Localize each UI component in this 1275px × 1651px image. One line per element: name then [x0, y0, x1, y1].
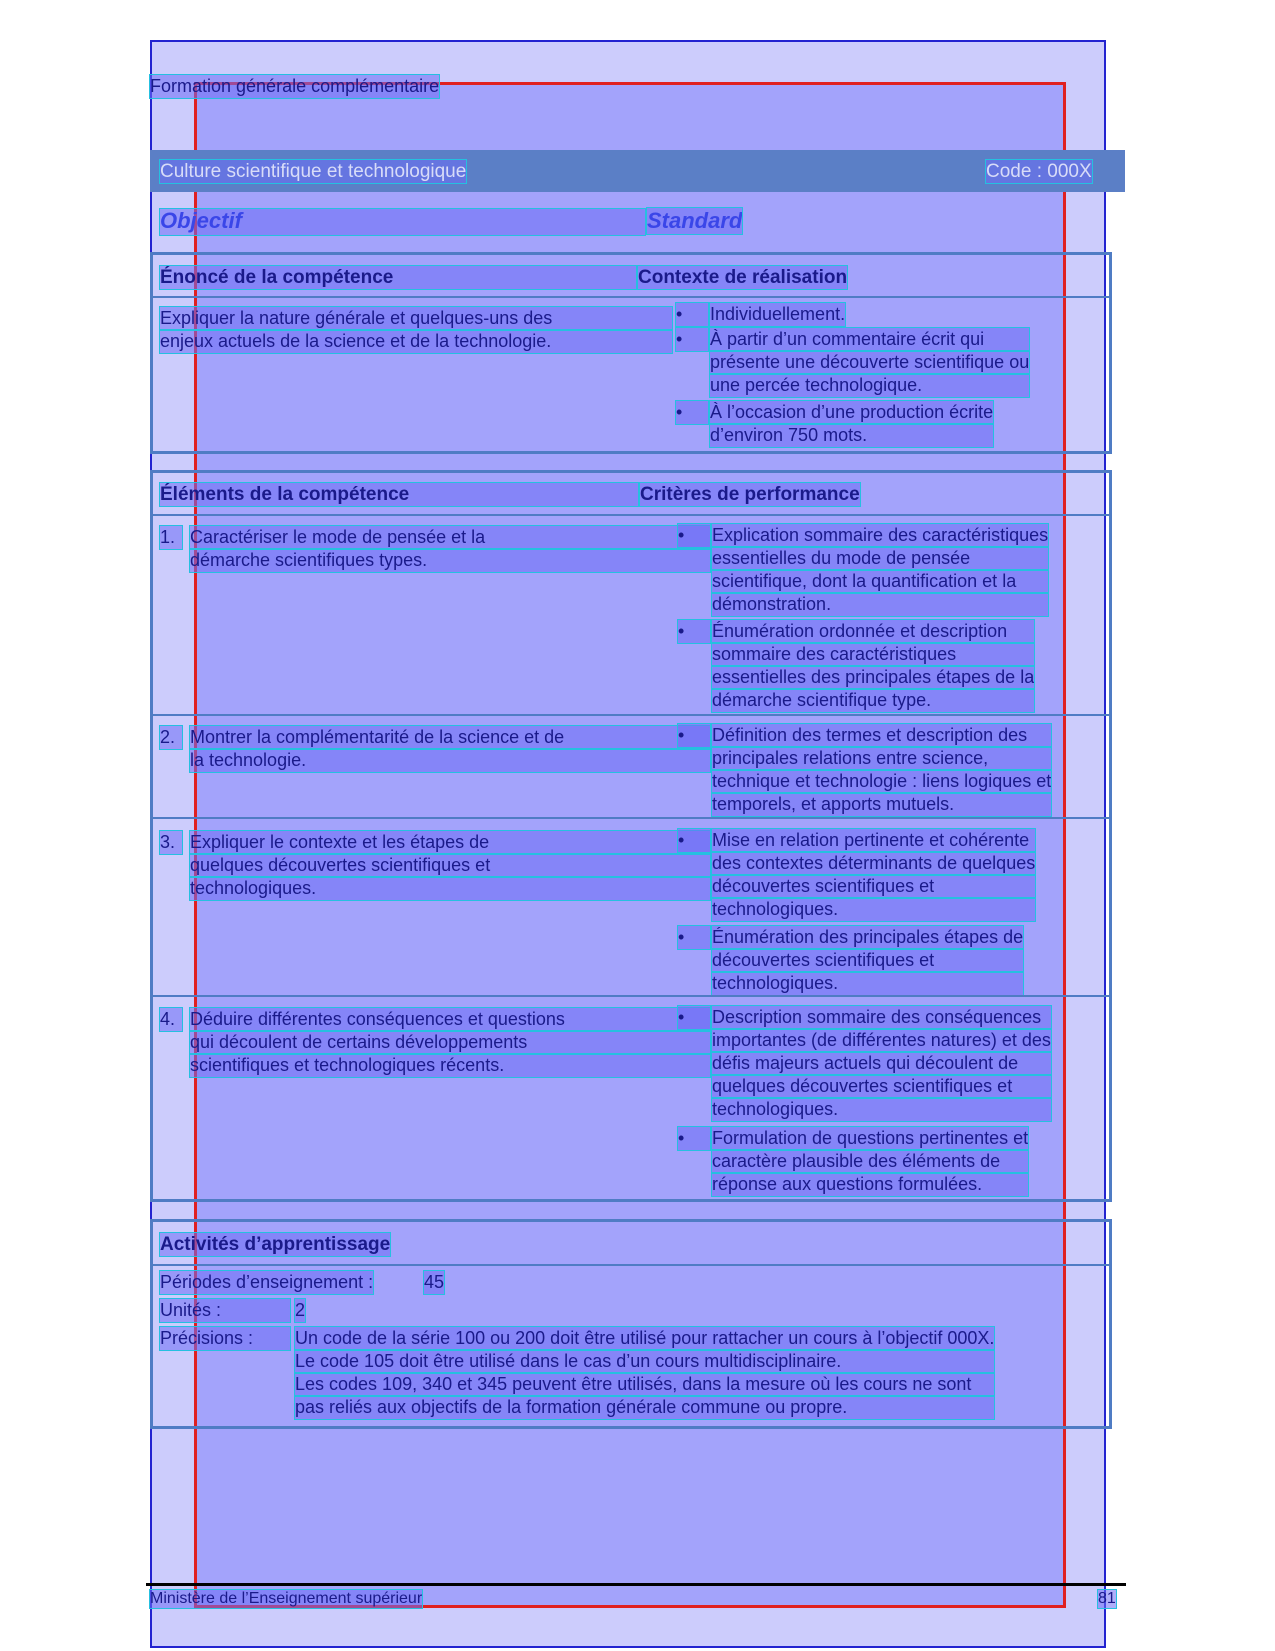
section-label: Formation générale complémentaire [150, 76, 440, 96]
criteria-line: quelques découvertes scientifiques et [712, 1075, 1051, 1098]
bullet-icon: • [678, 620, 710, 643]
criteria-line: sommaire des caractéristiques [712, 643, 1034, 666]
criteria-line: Mise en relation pertinente et cohérente [712, 829, 1035, 852]
element-line: technologiques. [190, 877, 710, 900]
element-line: scientifiques et technologiques récents. [190, 1054, 710, 1077]
element-text [190, 831, 710, 900]
criteres-header: Critères de performance [640, 484, 860, 505]
element-rule [150, 995, 1112, 997]
bullet-icon: • [676, 328, 708, 351]
bullet-icon: • [678, 829, 710, 852]
criteria-line: principales relations entre science, [712, 747, 1051, 770]
criteria-line: technologiques. [712, 898, 1035, 921]
criteria-line: temporels, et apports mutuels. [712, 793, 1051, 816]
criteria-line: technologiques. [712, 1098, 1051, 1121]
criteria-line: démarche scientifique type. [712, 689, 1034, 712]
precision-line: Le code 105 doit être utilisé dans le cas d’un cours multidisciplinaire. [295, 1350, 994, 1373]
element-line: Caractériser le mode de pensée et la [190, 526, 710, 549]
element-number: 2. [160, 726, 182, 749]
criteria-line: Description sommaire des conséquences [712, 1006, 1051, 1029]
unites-value: 2 [295, 1300, 306, 1320]
course-code: Code : 000X [986, 161, 1092, 182]
element-number: 1. [160, 526, 182, 549]
element-number: 3. [160, 831, 182, 854]
element-line: Déduire différentes conséquences et questions [190, 1008, 710, 1031]
element-line: la technologie. [190, 749, 710, 772]
element-line: Expliquer le contexte et les étapes de [190, 831, 710, 854]
bullet-icon: • [678, 524, 710, 547]
objectif-label: Objectif [160, 208, 242, 233]
criteria-line: des contextes déterminants de quelques [712, 853, 1036, 873]
element-text [190, 726, 710, 772]
bullet-icon: • [678, 724, 710, 747]
elements-header: Éléments de la compétence [160, 483, 638, 506]
contexte-line: présente une découverte scientifique ou [710, 352, 1030, 372]
course-title: Culture scientifique et technologique [160, 161, 467, 182]
bullet-icon: • [678, 1127, 710, 1150]
page-number: 81 [1098, 1590, 1116, 1607]
element-line: quelques découvertes scientifiques et [190, 854, 710, 877]
bullet-icon: • [678, 1006, 710, 1029]
contexte-header: Contexte de réalisation [638, 267, 848, 288]
element-number: 4. [160, 1008, 182, 1031]
enonce-header: Énoncé de la compétence [160, 266, 636, 289]
activites-header: Activités d’apprentissage [160, 1234, 391, 1255]
precision-line: Un code de la série 100 ou 200 doit être utilisé pour rattacher un cours à l’objectif 000X. [295, 1328, 995, 1348]
criteria-line: Définition des termes et description des [712, 724, 1051, 747]
criteria-line: réponse aux questions formulées. [712, 1173, 1028, 1196]
criteria-line: essentielles des principales étapes de la [712, 667, 1035, 687]
enonce-text [160, 307, 672, 353]
element-line: Montrer la complémentarité de la science et de [190, 726, 710, 749]
criteria-line: technique et technologie : liens logiques et [712, 771, 1052, 791]
enonce-rule [150, 296, 1112, 298]
element-line: qui découlent de certains développements [190, 1031, 710, 1054]
unites-label: Unités : [160, 1299, 290, 1322]
criteria-line: essentielles du mode de pensée [712, 547, 1048, 570]
criteria-line: découvertes scientifiques et [712, 949, 1023, 972]
contexte-line: À l’occasion d’une production écrite [710, 402, 994, 422]
precision-line: pas reliés aux objectifs de la formation générale commune ou propre. [295, 1396, 994, 1419]
contexte-line: Individuellement. [710, 304, 846, 324]
criteria-line: caractère plausible des éléments de [712, 1150, 1028, 1173]
criteria-line: défis majeurs actuels qui découlent de [712, 1052, 1051, 1075]
element-rule [150, 817, 1112, 819]
element-line: démarche scientifiques types. [190, 549, 710, 572]
criteria-line: scientifique, dont la quantification et la [712, 570, 1048, 593]
criteria-line: importantes (de différentes natures) et des [712, 1030, 1051, 1050]
activites-rule [150, 1264, 1112, 1266]
criteria-line: découvertes scientifiques et [712, 875, 1035, 898]
standard-label: Standard [647, 208, 743, 233]
footer-rule [146, 1583, 1126, 1586]
precisions-label: Précisions : [160, 1327, 290, 1350]
contexte-line: d’environ 750 mots. [710, 424, 993, 447]
precisions-text [295, 1327, 994, 1419]
enonce-line: enjeux actuels de la science et de la technologie. [160, 330, 672, 353]
contexte-line: À partir d’un commentaire écrit qui [710, 328, 1029, 351]
element-text [190, 526, 710, 572]
criteria-line: démonstration. [712, 593, 1048, 616]
criteria-line: technologiques. [712, 972, 1023, 995]
periodes-value: 45 [424, 1272, 445, 1292]
element-rule [150, 714, 1112, 716]
bullet-icon: • [678, 926, 710, 949]
bullet-icon: • [676, 303, 708, 326]
periodes-label: Périodes d’enseignement : [160, 1272, 374, 1292]
contexte-line: une percée technologique. [710, 374, 1029, 397]
bullet-icon: • [676, 401, 708, 424]
criteria-line: Formulation de questions pertinentes et [712, 1128, 1029, 1148]
footer-ministry: Ministère de l’Enseignement supérieur [150, 1590, 423, 1607]
elements-header-rule [150, 514, 1112, 516]
element-text [190, 1008, 710, 1077]
enonce-line: Expliquer la nature générale et quelques-uns des [160, 307, 672, 330]
criteria-line: Explication sommaire des caractéristiques [712, 525, 1049, 545]
criteria-line: Énumération des principales étapes de [712, 927, 1024, 947]
precision-line: Les codes 109, 340 et 345 peuvent être utilisés, dans la mesure où les cours ne sont [295, 1373, 994, 1396]
criteria-line: Énumération ordonnée et description [712, 620, 1034, 643]
